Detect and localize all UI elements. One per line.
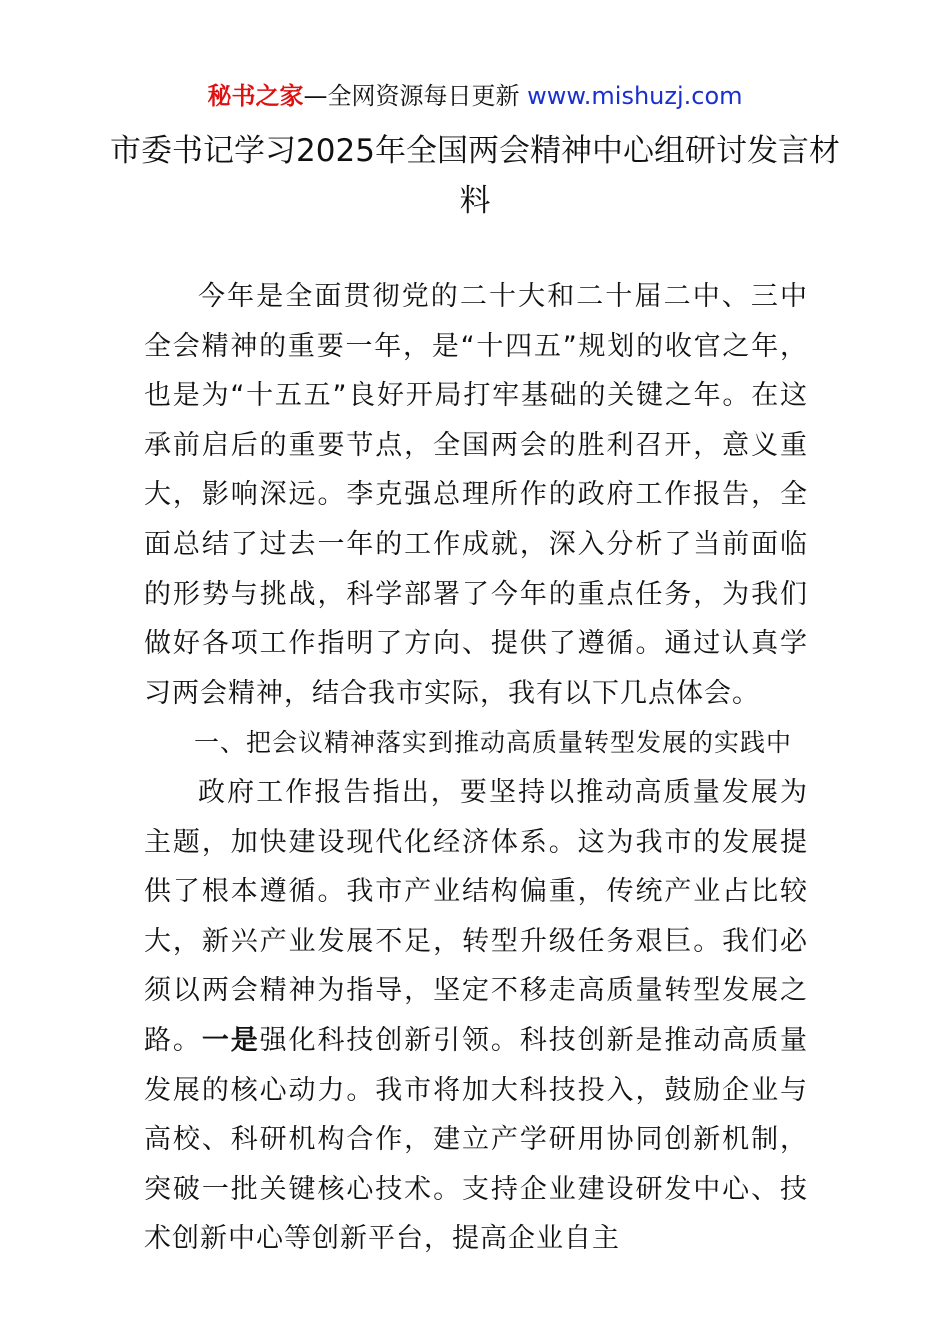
site-url-link[interactable]: www.mishuzj.com: [527, 82, 743, 110]
intro-paragraph: 今年是全面贯彻党的二十大和二十届二中、三中全会精神的重要一年，是“十四五”规划的收官之年，也是为“十五五”良好开局打牢基础的关键之年。在这承前启后的重要节点，全国两会的胜利召开，意义重大，影响深远。李克强总理所作的政府工作报告，全面总结了过去一年的工作成就，深入分析了当前面临的形势与挑战，科学部署了今年的重点任务，为我们做好各项工作指明了方向、提供了遵循。通过认真学习两会精神，结合我市实际，我有以下几点体会。: [144, 281, 808, 709]
paragraph-text-before: 政府工作报告指出，要坚持以推动高质量发展为主题，加快建设现代化经济体系。这为我市的发展提供了根本遵循。我市产业结构偏重，传统产业占比较大，新兴产业发展不足，转型升级任务艰巨。我们必须以两会精神为指导，坚定不移走高质量转型发展之路。: [144, 776, 808, 1056]
section-heading: 一、把会议精神落实到推动高质量转型发展的实践中: [194, 728, 793, 758]
header-tagline: —全网资源每日更新: [303, 82, 520, 110]
paragraph-text-after: 强化科技创新引领。科技创新是推动高质量发展的核心动力。我市将加大科技投入，鼓励企业与高校、科研机构合作，建立产学研用协同创新机制，突破一批关键核心技术。支持企业建设研发中心、技术创新中心等创新平台，提高企业自主: [144, 1024, 809, 1255]
site-header: [0, 80, 950, 112]
body-paragraph: [144, 768, 808, 1264]
document-title: 市委书记学习2025年全国两会精神中心组研讨发言材料: [110, 133, 840, 219]
bold-marker: 一是: [201, 1024, 260, 1056]
brand-name: 秘书之家: [207, 82, 304, 110]
document-body: [144, 272, 808, 1264]
